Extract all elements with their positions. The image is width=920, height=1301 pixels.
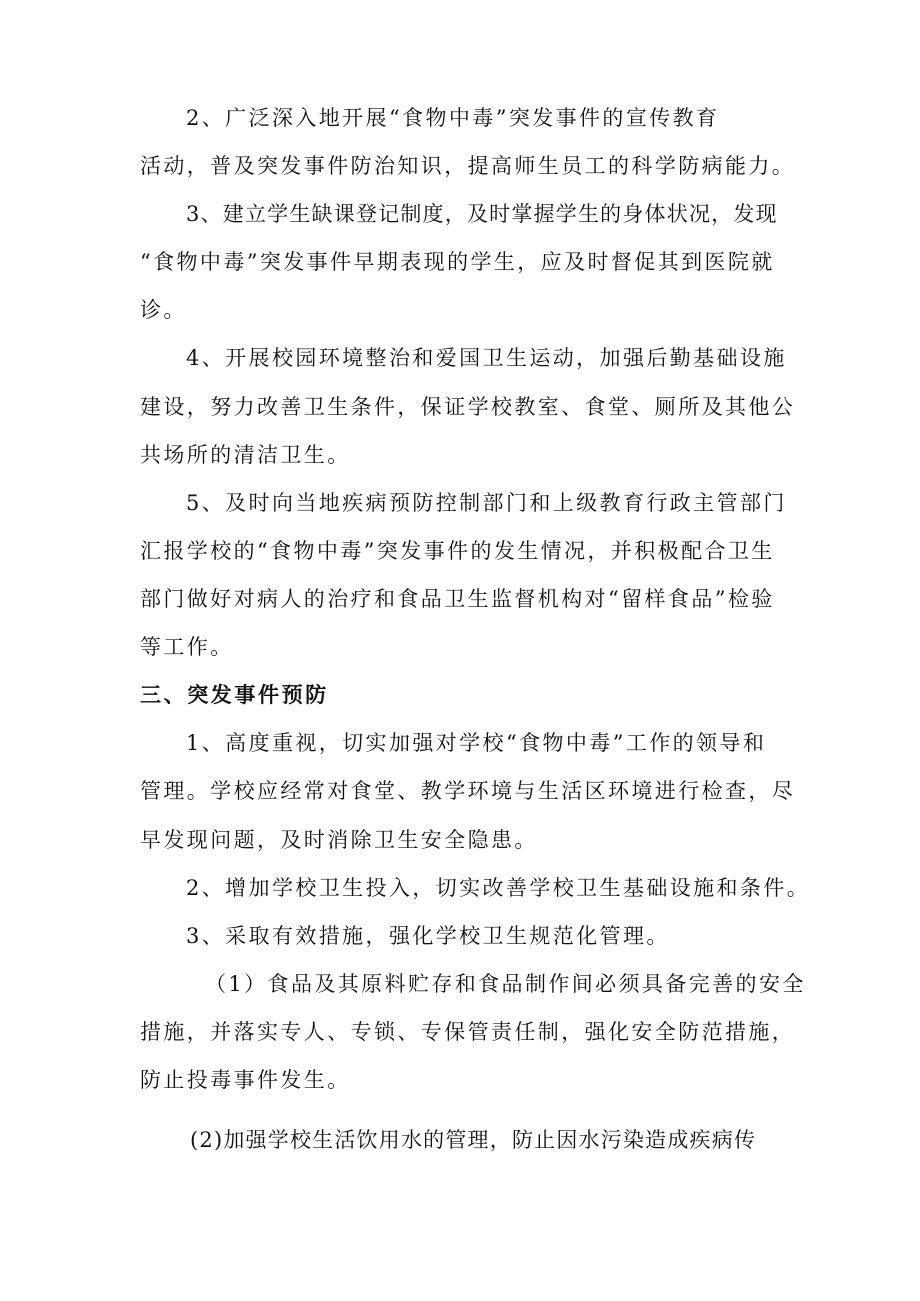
text-line-7: 建设，努力改善卫生条件，保证学校教室、食堂、厕所及其他公 (140, 395, 796, 419)
text-line-9: 5、及时向当地疾病预防控制部门和上级教育行政主管部门 (186, 491, 787, 515)
text-line-4: “食物中毒”突发事件早期表现的学生，应及时督促其到医院就 (140, 250, 775, 274)
text-line-20: 措施，并落实专人、专锁、专保管责任制，强化安全防范措施， (140, 1020, 796, 1044)
text-line-8: 共场所的清洁卫生。 (140, 443, 351, 467)
text-line-10: 汇报学校的“食物中毒”突发事件的发生情况，并积极配合卫生 (140, 539, 775, 563)
text-line-22: (2)加强学校生活饮用水的管理，防止因水污染造成疾病传 (190, 1128, 757, 1152)
text-line-21: 防止投毒事件发生。 (140, 1068, 351, 1092)
text-line-3: 3、建立学生缺课登记制度，及时掌握学生的身体状况，发现 (186, 202, 778, 226)
text-line-6: 4、开展校园环境整治和爱国卫生运动，加强后勤基础设施 (186, 346, 787, 370)
text-line-18: 3、采取有效措施，强化学校卫生规范化管理。 (186, 924, 670, 948)
text-line-16: 早发现问题，及时消除卫生安全隐患。 (140, 828, 538, 852)
text-line-5: 诊。 (140, 298, 187, 322)
text-line-14: 1、高度重视，切实加强对学校“食物中毒”工作的领导和 (186, 731, 767, 755)
text-line-2: 活动，普及突发事件防治知识，提高师生员工的科学防病能力。 (140, 154, 796, 178)
text-line-1: 2、广泛深入地开展“食物中毒”突发事件的宣传教育 (186, 106, 720, 130)
text-line-11: 部门做好对病人的治疗和食品卫生监督机构对“留样食品”检验 (140, 587, 775, 611)
text-line-12: 等工作。 (140, 635, 234, 659)
text-line-17: 2、增加学校卫生投入，切实改善学校卫生基础设施和条件。 (186, 876, 811, 900)
text-line-15: 管理。学校应经常对食堂、教学环境与生活区环境进行检查，尽 (140, 779, 796, 803)
section-heading: 三、突发事件预防 (140, 682, 329, 707)
text-line-19: （1）食品及其原料贮存和食品制作间必须具备完善的安全 (205, 972, 806, 996)
